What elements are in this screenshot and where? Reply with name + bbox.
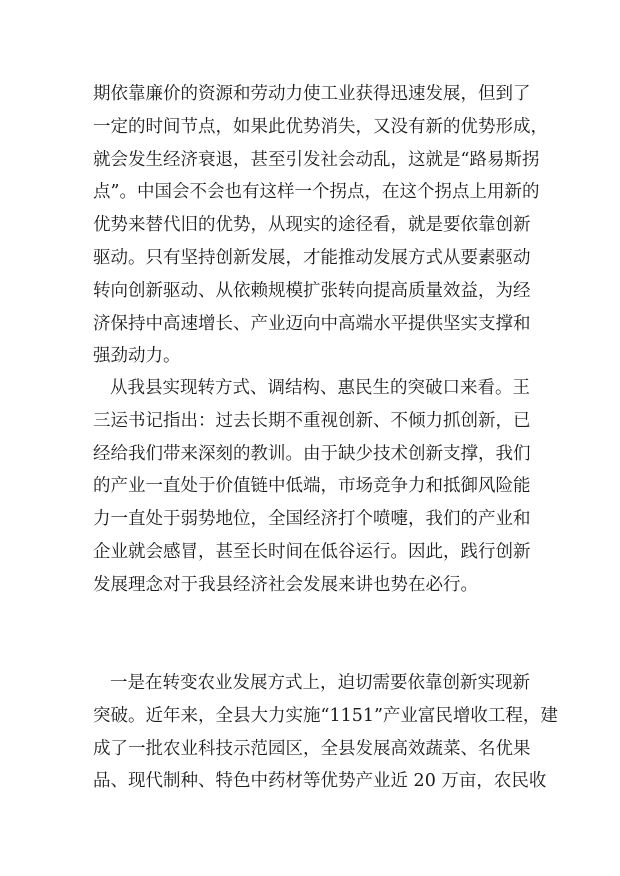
text-line: 发展理念对于我县经济社会发展来讲也势在必行。: [93, 574, 478, 595]
paragraph-3: [93, 667, 558, 798]
text-line: 转向创新驱动、从依赖规模扩张转向提高质量效益，为经: [93, 280, 531, 301]
text-line: 驱动。只有坚持创新发展，才能推动发展方式从要素驱动: [93, 247, 531, 268]
text-line: 品、现代制种、特色中药材等优势产业近 20 万亩，农民收: [93, 771, 547, 792]
text-line: 成了一批农业科技示范园区，全县发展高效蔬菜、名优果: [93, 738, 531, 759]
text-line: 企业就会感冒，甚至长时间在低谷运行。因此，践行创新: [93, 541, 531, 562]
paragraph-1: [93, 78, 548, 373]
text-line: 力一直处于弱势地位，全国经济打个喷嚏，我们的产业和: [93, 509, 531, 530]
text-line: 优势来替代旧的优势，从现实的途径看，就是要依靠创新: [93, 215, 531, 236]
text-line: 一是在转变农业发展方式上，迫切需要依靠创新实现新: [110, 673, 530, 693]
text-line: 济保持中高速增长、产业迈向中高端水平提供坚实支撑和: [93, 313, 531, 334]
text-line: 的产业一直处于价值链中低端，市场竞争力和抵御风险能: [93, 476, 531, 497]
text-line: 期依靠廉价的资源和劳动力使工业获得迅速发展，但到了: [93, 84, 531, 104]
text-line: 一定的时间节点，如果此优势消失，又没有新的优势形成，: [93, 116, 548, 137]
text-line: 点”。中国会不会也有这样一个拐点，在这个拐点上用新的: [93, 182, 540, 203]
text-line: 经给我们带来深刻的教训。由于缺少技术创新支撑，我们: [93, 443, 531, 464]
text-line: 就会发生经济衰退，甚至引发社会动乱，这就是“路易斯拐: [93, 149, 540, 170]
text-line: 从我县实现转方式、调结构、惠民生的突破口来看。王: [110, 378, 530, 398]
text-line: 三运书记指出：过去长期不重视创新、不倾力抓创新，已: [93, 410, 531, 431]
paragraph-2: [93, 372, 533, 602]
text-line: 突破。近年来，全县大力实施“1151”产业富民增收工程，建: [93, 705, 558, 726]
text-line: 强劲动力。: [93, 346, 181, 367]
